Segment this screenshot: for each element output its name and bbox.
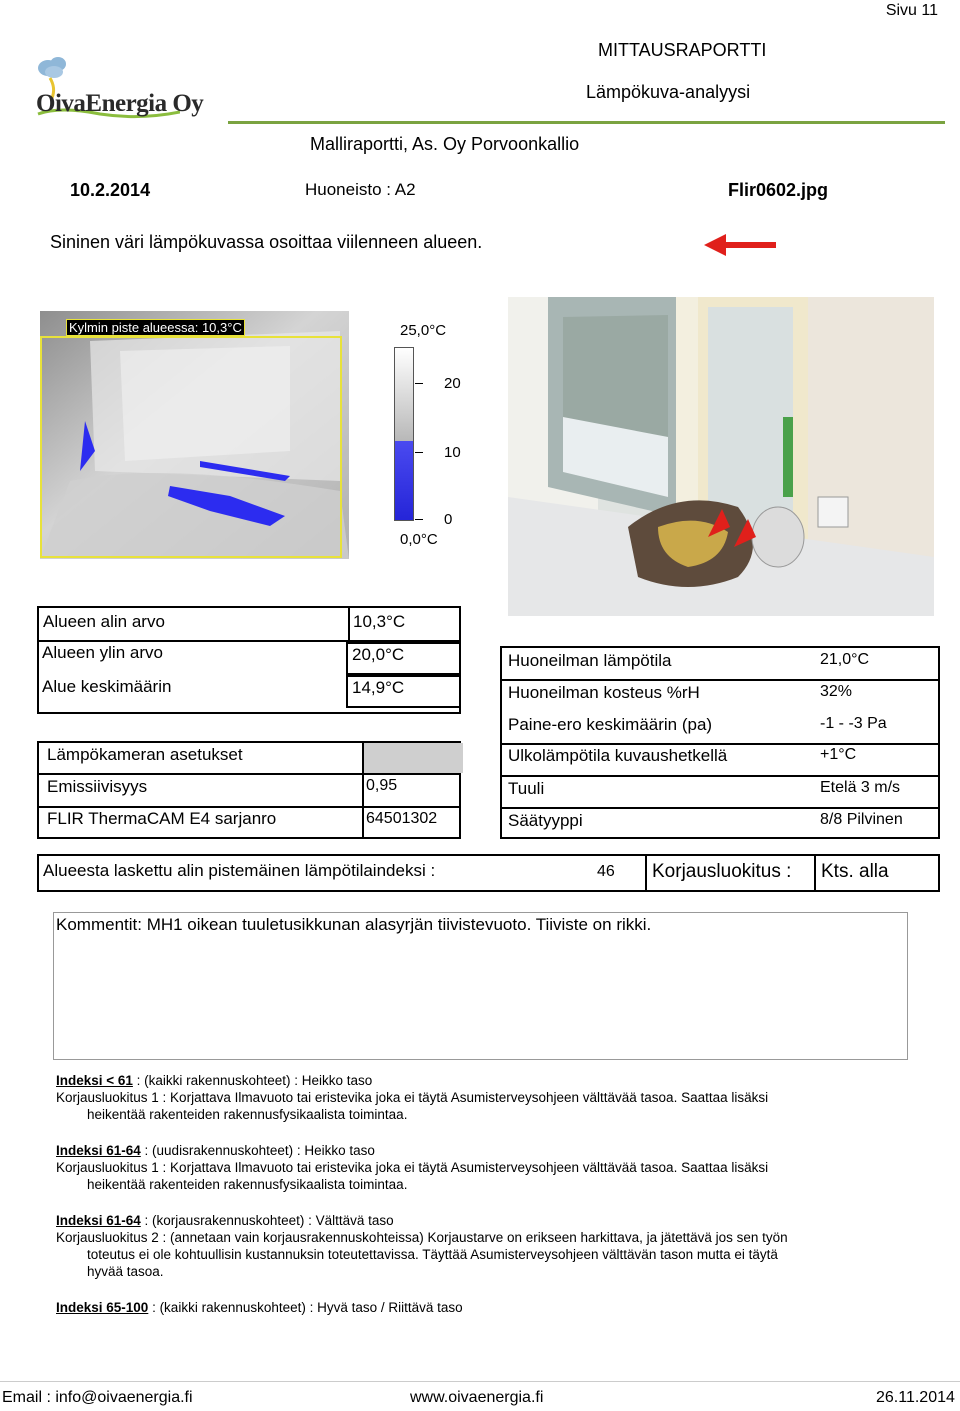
legend-3-title: Indeksi 61-64 [56,1213,141,1228]
scale-tick-0 [415,519,423,520]
apartment-label: Huoneisto : A2 [305,180,416,199]
condition-label-6: Säätyyppi [508,811,583,830]
area-avg-value: 14,9°C [352,678,405,697]
legend-4-title: Indeksi 65-100 [56,1300,149,1315]
report-date: 10.2.2014 [70,180,151,200]
camera-header-shade [362,743,463,773]
temperature-index-value: 46 [597,863,615,880]
area-stats-frame [37,640,461,714]
camera-settings-header: Lämpökameran asetukset [47,745,243,764]
condition-label-5: Tuuli [508,779,545,798]
header-rule [228,121,945,124]
property-name: Malliraportti, As. Oy Porvoonkallio [310,134,580,154]
index-legend-3 [56,1212,936,1280]
legend-1-line2: heikentää rakenteiden rakennusfysikaalista toimintaa. [87,1107,408,1122]
comments-box [53,912,908,1060]
condition-value-6: 8/8 Pilvinen [820,811,903,828]
comments-text: Kommentit: MH1 oikean tuuletusikkunan alasyrjän tiivistevuoto. Tiiviste on rikki. [56,915,652,934]
scale-tick-10 [415,452,423,453]
camera-settings-frame [37,741,461,839]
area-min-divider [348,608,350,640]
conditions-divider-4 [502,807,938,809]
scale-min-label: 0,0°C [400,531,438,548]
legend-3-desc: : (korjausrakennuskohteet) : Välttävä taso [140,1213,394,1228]
logo-text: OivaEnergia Oy [36,90,204,117]
coldest-point-caption: Kylmin piste alueessa: 10,3°C [66,319,245,336]
condition-value-1: 21,0°C [820,651,870,668]
window-photo [508,297,934,616]
temperature-scale-bar [394,347,414,521]
area-min-label: Alueen alin arvo [43,612,165,631]
report-subtitle: Lämpökuva-analyysi [586,82,751,102]
company-logo [30,54,204,126]
area-max-value: 20,0°C [352,645,405,664]
condition-value-2: 32% [820,683,853,700]
camera-serial-value: 64501302 [366,810,438,827]
scale-tick-label-20: 20 [444,375,461,392]
blue-color-note: Sininen väri lämpökuvassa osoittaa viilenneen alueen. [50,232,483,252]
page-number: Sivu 11 [885,2,938,19]
footer-website[interactable]: www.oivaenergia.fi [410,1389,544,1406]
legend-3-line3: hyvää tasoa. [87,1264,164,1279]
camera-divider-2 [39,806,459,808]
correction-class-value: Kts. alla [821,861,889,882]
camera-divider-1 [39,773,459,775]
index-legend-4 [56,1299,936,1316]
condition-value-5: Etelä 3 m/s [820,779,901,796]
index-legend-1 [56,1072,936,1123]
legend-2-desc: : (uudisrakennuskohteet) : Heikko taso [140,1143,375,1158]
conditions-divider-2 [502,743,938,745]
footer-rule [0,1381,960,1382]
emissivity-label: Emissiivisyys [47,777,148,796]
scale-tick-label-10: 10 [444,444,461,461]
temperature-index-row [37,854,940,892]
thermal-image [40,311,349,559]
camera-serial-label: FLIR ThermaCAM E4 sarjanro [47,809,277,828]
condition-value-3: -1 - -3 Pa [820,715,887,732]
legend-2-line2: heikentää rakenteiden rakennusfysikaalista toimintaa. [87,1177,408,1192]
conditions-table [500,646,940,839]
temperature-index-label: Alueesta laskettu alin pistemäinen lämpötilaindeksi : [43,861,436,880]
condition-label-1: Huoneilman lämpötila [508,651,672,670]
condition-label-2: Huoneilman kosteus %rH [508,683,700,702]
index-legend-2 [56,1142,936,1193]
legend-3-line2: toteutus ei ole kohtuullisin kustannuksin toteutettavissa. Täyttää Asumisterveysohjeen välttävän tason mutta ei täytä [87,1247,778,1262]
red-arrow-icon [704,232,778,258]
legend-1-line1: Korjausluokitus 1 : Korjattava Ilmavuoto tai eristevika joka ei täytä Asumisterveysohjeen välttävää tasoa. Saattaa lisäksi [56,1090,769,1105]
conditions-divider-1 [502,679,938,681]
condition-label-4: Ulkolämpötila kuvaushetkellä [508,746,728,765]
scale-tick-label-0: 0 [444,511,453,528]
correction-class-label: Korjausluokitus : [652,861,792,882]
legend-4-desc: : (kaikki rakennuskohteet) : Hyvä taso / Riittävä taso [148,1300,463,1315]
legend-3-line1: Korjausluokitus 2 : (annetaan vain korjausrakennuskohteissa) Korjaustarve on erikseen harkittava, ja jätettävä jos sen työn [56,1230,788,1245]
footer-email[interactable]: Email : info@oivaenergia.fi [2,1389,193,1406]
legend-1-desc: : (kaikki rakennuskohteet) : Heikko taso [132,1073,373,1088]
scale-max-label: 25,0°C [400,322,447,339]
condition-value-4: +1°C [820,746,857,763]
conditions-divider-3 [502,775,938,777]
report-title: MITTAUSRAPORTTI [598,40,767,60]
area-max-label: Alueen ylin arvo [42,643,163,662]
legend-2-line1: Korjausluokitus 1 : Korjattava Ilmavuoto tai eristevika joka ei täytä Asumisterveysohjeen välttävää tasoa. Saattaa lisäksi [56,1160,769,1175]
area-min-value: 10,3°C [353,612,406,631]
footer-date: 26.11.2014 [876,1389,955,1406]
legend-1-title: Indeksi < 61 [56,1073,133,1088]
emissivity-value: 0,95 [366,777,398,794]
legend-2-title: Indeksi 61-64 [56,1143,141,1158]
area-avg-label: Alue keskimäärin [42,677,172,696]
index-divider-2 [814,856,816,890]
area-min-row [37,606,461,642]
scale-tick-20 [415,383,423,384]
image-filename: Flir0602.jpg [728,180,829,200]
condition-label-3: Paine-ero keskimäärin (pa) [508,715,713,734]
index-divider-1 [645,856,647,890]
